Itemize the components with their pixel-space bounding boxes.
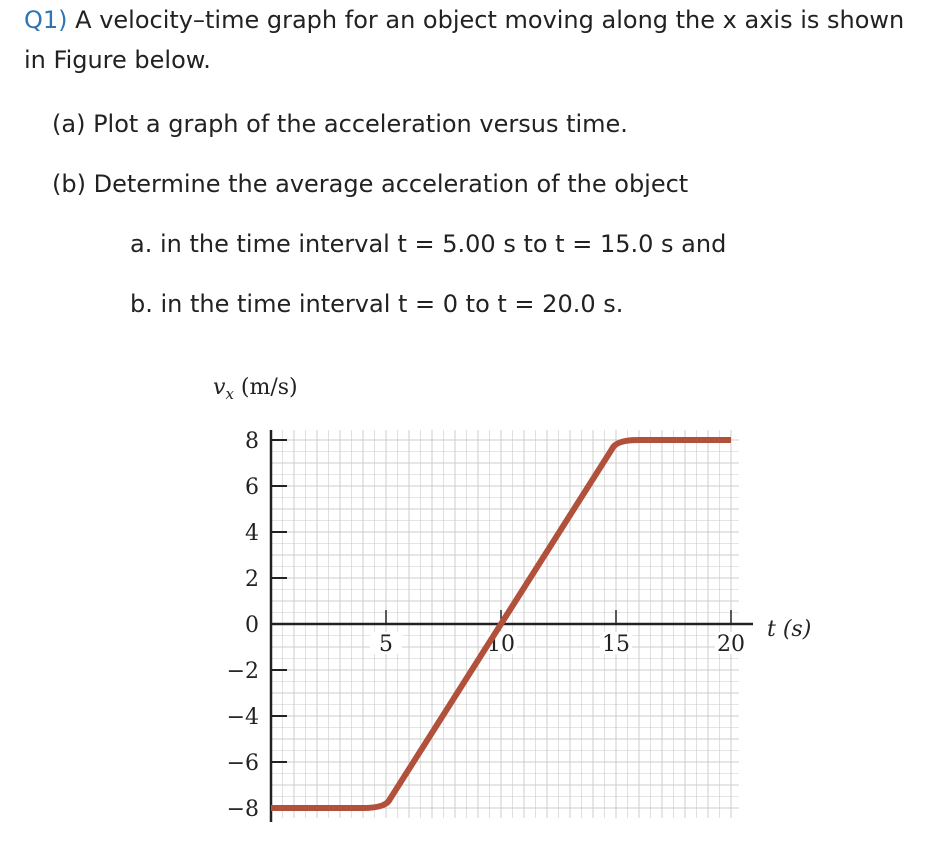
y-axis-label-symbol: v bbox=[213, 375, 226, 400]
y-tick-label: 2 bbox=[245, 567, 259, 592]
x-tick-label: 5 bbox=[379, 632, 393, 657]
question-intro-line-1 bbox=[24, 6, 904, 35]
x-tick-label: 15 bbox=[602, 632, 630, 657]
question-intro-text: A velocity–time graph for an object moving along the x axis is shown bbox=[67, 6, 905, 34]
y-tick-label: 4 bbox=[245, 521, 259, 546]
x-axis-label: t (s) bbox=[767, 617, 812, 642]
x-tick-label: 20 bbox=[717, 632, 745, 657]
question-intro-line-2: in Figure below. bbox=[24, 46, 211, 74]
velocity-time-graph bbox=[195, 360, 835, 860]
chart-axes bbox=[271, 430, 753, 822]
part-b-text: (b) Determine the average acceleration of the object bbox=[52, 170, 689, 198]
sub-item-a-text: a. in the time interval t = 5.00 s to t = 15.0 s and bbox=[130, 230, 727, 258]
y-axis-label bbox=[213, 375, 298, 403]
y-tick-label: −4 bbox=[226, 705, 259, 730]
y-tick-label: 8 bbox=[245, 429, 259, 454]
x-tick-label: 10 bbox=[487, 632, 515, 657]
sub-item-b-text: b. in the time interval t = 0 to t = 20.0 s. bbox=[130, 290, 624, 318]
question-number: Q1) bbox=[24, 6, 68, 34]
y-tick-label: 6 bbox=[245, 475, 259, 500]
y-axis-label-subscript: x bbox=[225, 385, 234, 403]
y-tick-label: −8 bbox=[226, 797, 259, 822]
y-tick-label: −2 bbox=[226, 659, 259, 684]
y-tick-label: 0 bbox=[245, 613, 259, 638]
part-a-text: (a) Plot a graph of the acceleration versus time. bbox=[52, 110, 628, 138]
y-tick-label: −6 bbox=[226, 751, 259, 776]
chart-ticks bbox=[227, 429, 747, 822]
y-axis-label-unit: (m/s) bbox=[233, 375, 298, 400]
